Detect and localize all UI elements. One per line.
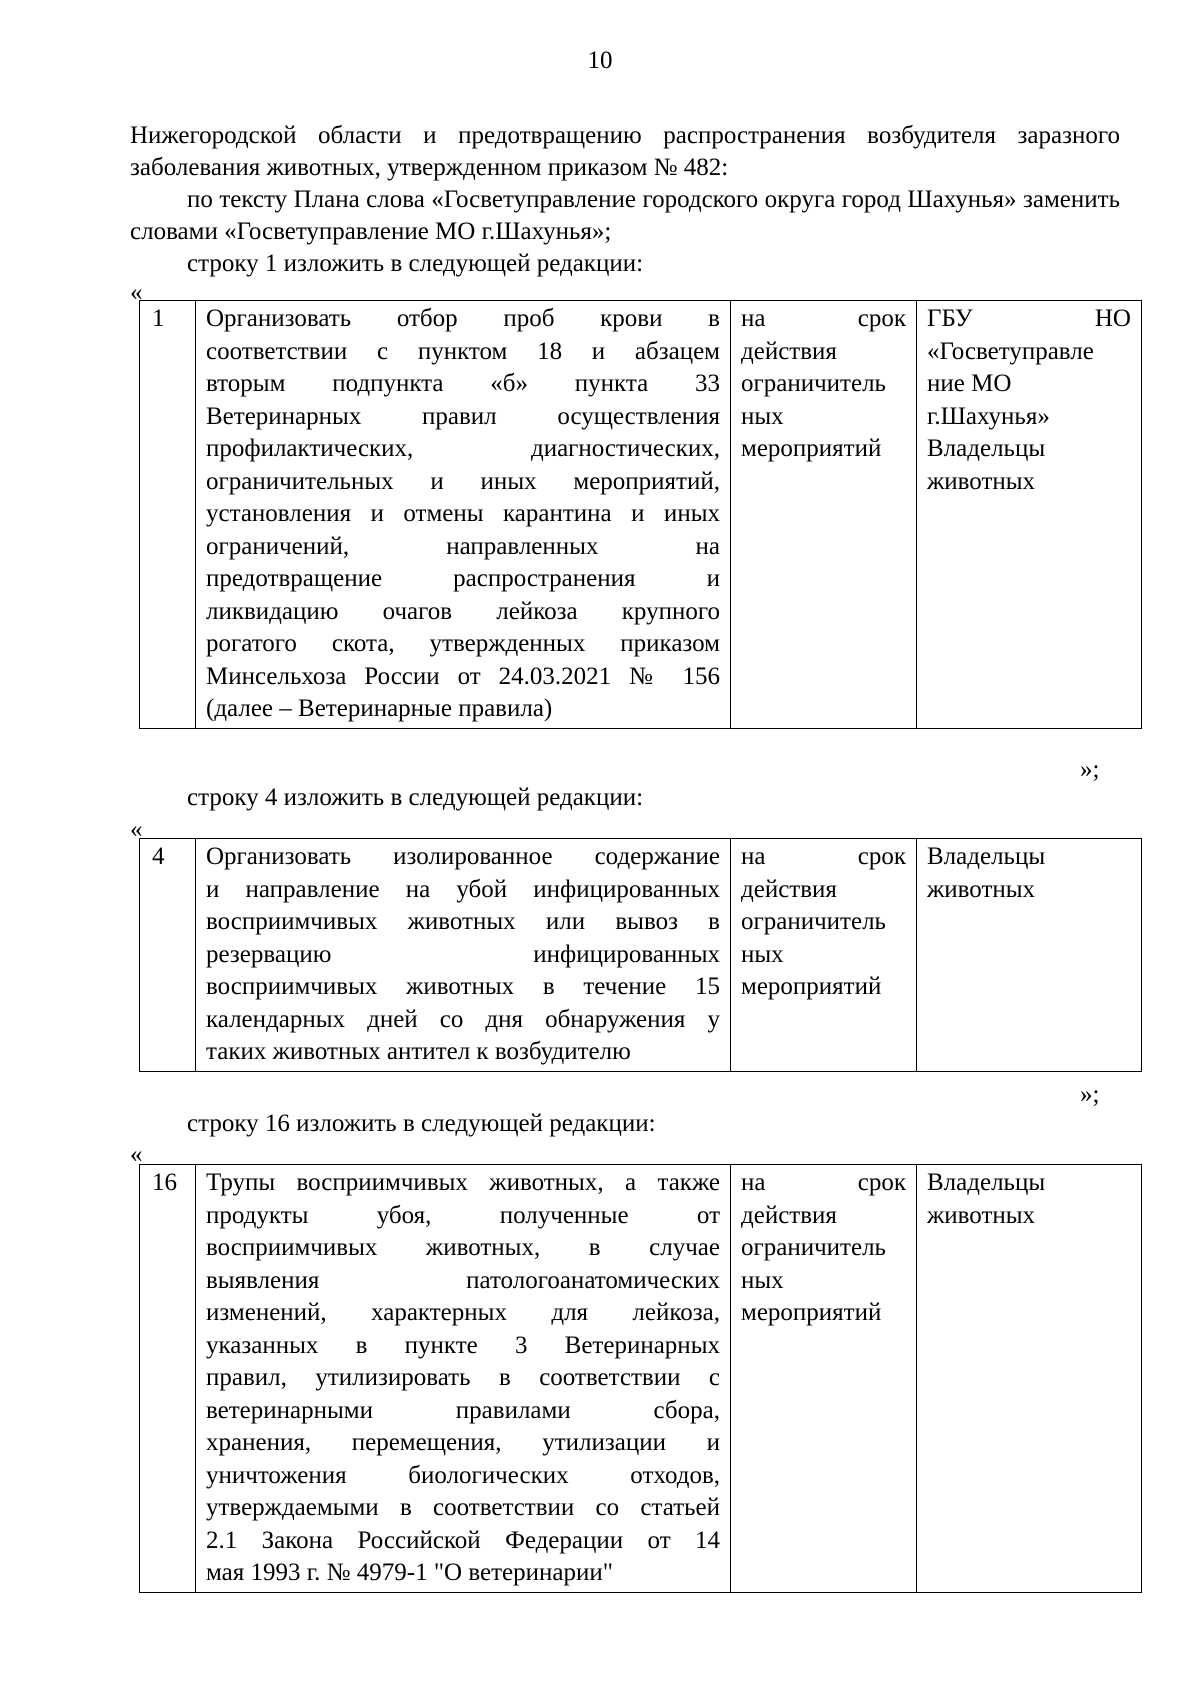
desc-line: указанных в пункте 3 Ветеринарных: [206, 1331, 720, 1359]
term-line: ных: [741, 1266, 784, 1294]
desc-line: утверждаемыми в соответствии со статьей: [206, 1494, 720, 1521]
term-line: действия: [741, 875, 837, 903]
desc-line: восприимчивых животных в течение 15: [206, 973, 720, 1000]
row-term: [731, 839, 917, 1072]
row-number: 4: [140, 839, 196, 1072]
resp-line: г.Шахунья»: [927, 402, 1050, 430]
term-line: на срок: [741, 1169, 906, 1196]
desc-line: мая 1993 г. № 4979-1 "О ветеринарии": [206, 1559, 613, 1586]
desc-line: предотвращение распространения и: [206, 565, 720, 592]
row-term: [731, 301, 917, 729]
term-line: ограничитель: [741, 908, 886, 935]
desc-line: восприимчивых животных или вывоз в: [206, 908, 720, 935]
row-table-4: [139, 838, 1142, 1072]
row-table-1: [139, 300, 1142, 729]
desc-line: вторым подпункта «б» пункта 33: [206, 370, 720, 397]
desc-line: таких животных антител к возбудителю: [206, 1038, 631, 1065]
term-line: мероприятий: [741, 973, 882, 1000]
resp-line: Владельцы: [927, 435, 1046, 462]
intro-text: [130, 120, 1120, 248]
desc-line: календарных дней со дня обнаружения у: [206, 1005, 720, 1033]
term-line: ограничитель: [741, 370, 886, 397]
desc-line: Ветеринарных правил осуществления: [206, 402, 720, 430]
open-quote-row4: «: [130, 816, 143, 843]
paragraph-replace-words: по тексту Плана слова «Госветуправление городского округа город Шахунья» заменить словами «Госветуправление МО г.Шахунья»;: [130, 186, 1120, 245]
row-description: [196, 839, 731, 1072]
desc-line: уничтожения биологических отходов,: [206, 1461, 720, 1489]
desc-line: Организовать изолированное содержание: [206, 843, 720, 870]
row-number: 16: [140, 1165, 196, 1593]
desc-line: Трупы восприимчивых животных, а также: [206, 1169, 720, 1196]
row-responsible: [917, 301, 1142, 729]
table-row: [140, 839, 1142, 1072]
desc-line: правил, утилизировать в соответствии с: [206, 1364, 720, 1391]
resp-line: ГБУ НО: [927, 305, 1131, 332]
desc-line: изменений, характерных для лейкоза,: [206, 1299, 720, 1326]
desc-line: хранения, перемещения, утилизации и: [206, 1429, 720, 1456]
desc-line: профилактических, диагностических,: [206, 435, 720, 462]
term-line: действия: [741, 337, 837, 365]
resp-line: животных: [927, 1201, 1036, 1229]
row-term: [731, 1165, 917, 1593]
row-number: 1: [140, 301, 196, 729]
paragraph-continuation: Нижегородской области и предотвращению распространения возбудителя заразного заболевания животных, утвержденном приказом № 482:: [130, 122, 1120, 181]
row-description: [196, 1165, 731, 1593]
row1-intro: строку 1 изложить в следующей редакции:: [187, 250, 644, 277]
resp-line: Владельцы: [927, 1169, 1046, 1196]
resp-line: животных: [927, 467, 1036, 495]
desc-line: и направление на убой инфицированных: [206, 875, 720, 903]
open-quote-row16: «: [130, 1141, 143, 1168]
desc-line: выявления патологоанатомических: [206, 1266, 720, 1294]
desc-line: ограничений, направленных на: [206, 532, 720, 560]
desc-line: ветеринарными правилами сбора,: [206, 1396, 720, 1424]
resp-line: животных: [927, 875, 1036, 903]
table-row: [140, 301, 1142, 729]
page-number: 10: [587, 47, 613, 74]
desc-line: восприимчивых животных, в случае: [206, 1234, 720, 1261]
row-responsible: [917, 1165, 1142, 1593]
open-quote-row1: «: [130, 279, 143, 306]
row16-intro: строку 16 изложить в следующей редакции:: [187, 1110, 656, 1137]
desc-line: ликвидацию очагов лейкоза крупного: [206, 597, 720, 625]
desc-line: резервацию инфицированных: [206, 940, 720, 968]
resp-line: ние МО: [927, 370, 1012, 397]
term-line: на срок: [741, 843, 906, 870]
table-row: [140, 1165, 1142, 1593]
term-line: действия: [741, 1201, 837, 1229]
close-quote-row1: »;: [1080, 756, 1100, 783]
desc-line: рогатого скота, утвержденных приказом: [206, 630, 720, 657]
desc-line: установления и отмены карантина и иных: [206, 500, 720, 527]
desc-line: Минсельхоза России от 24.03.2021 № 156: [206, 662, 720, 690]
term-line: мероприятий: [741, 1299, 882, 1326]
resp-line: Владельцы: [927, 843, 1046, 870]
desc-line: ограничительных и иных мероприятий,: [206, 467, 720, 495]
term-line: на срок: [741, 305, 906, 332]
row-table-16: [139, 1164, 1142, 1593]
term-line: ных: [741, 940, 784, 968]
term-line: ограничитель: [741, 1234, 886, 1261]
term-line: ных: [741, 402, 784, 430]
row4-intro: строку 4 изложить в следующей редакции:: [187, 784, 644, 811]
row-description: [196, 301, 731, 729]
desc-line: соответствии с пунктом 18 и абзацем: [206, 337, 720, 365]
desc-line: (далее – Ветеринарные правила): [206, 695, 553, 722]
row-responsible: [917, 839, 1142, 1072]
term-line: мероприятий: [741, 435, 882, 462]
close-quote-row4: »;: [1080, 1081, 1100, 1108]
desc-line: Организовать отбор проб крови в: [206, 305, 720, 332]
desc-line: 2.1 Закона Российской Федерации от 14: [206, 1526, 720, 1554]
desc-line: продукты убоя, полученные от: [206, 1201, 720, 1229]
resp-line: «Госветуправле: [927, 337, 1094, 365]
